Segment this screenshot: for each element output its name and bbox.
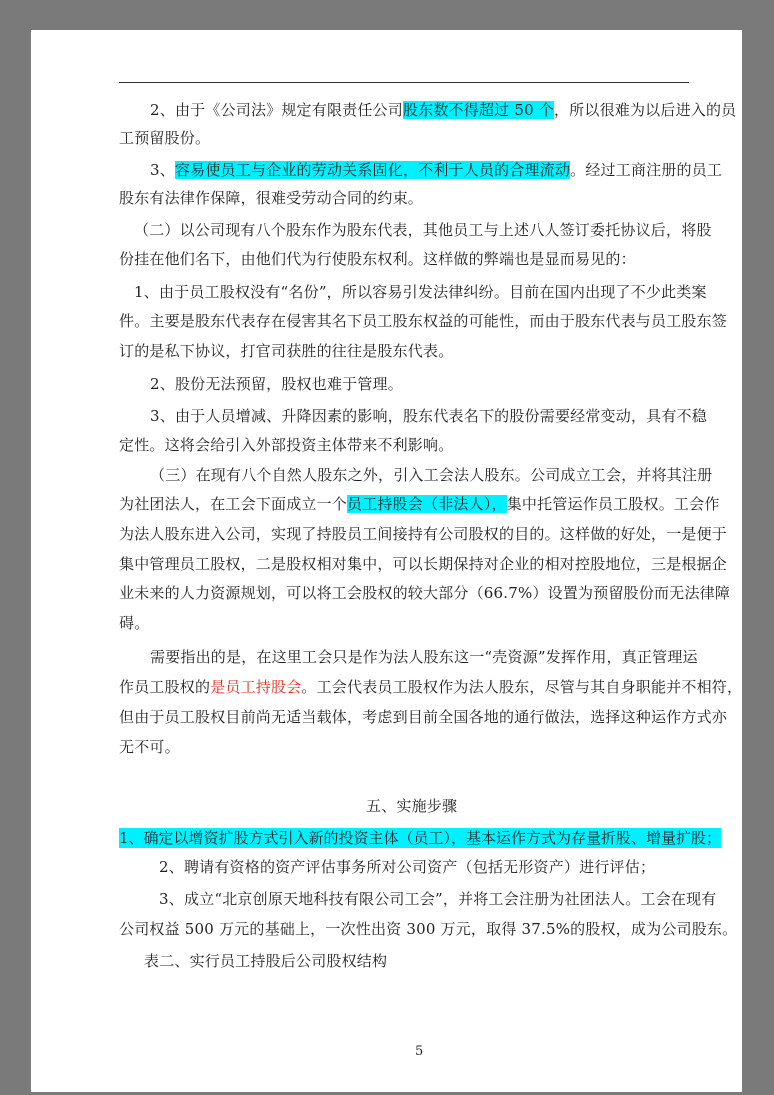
paragraph-line: 集中管理员工股权，二是股权相对集中，可以长期保持对企业的相对控股地位，三是根据企 bbox=[119, 555, 728, 573]
table-caption: 表二、实行员工持股后公司股权结构 bbox=[144, 952, 388, 970]
paragraph-line: 定性。这将会给引入外部投资主体带来不利影响。 bbox=[119, 436, 454, 454]
paragraph-line: 碍。 bbox=[119, 614, 150, 632]
paragraph-line: 工预留股份。 bbox=[119, 129, 211, 147]
paragraph-line: 3、容易使员工与企业的劳动关系固化，不利于人员的合理流动。经过工商注册的员工 bbox=[150, 161, 723, 179]
paragraph-line: 3、成立“北京创原天地科技有限公司工会”，并将工会注册为社团法人。工会在现有 bbox=[159, 890, 717, 908]
document-page bbox=[31, 30, 742, 1092]
paragraph-line: 3、由于人员增减、升降因素的影响，股东代表名下的股份需要经常变动，具有不稳 bbox=[150, 407, 707, 425]
paragraph-line: 订的是私下协议，打官司获胜的往往是股东代表。 bbox=[119, 342, 454, 360]
paragraph-line: （二）以公司现有八个股东作为股东代表，其他员工与上述八人签订委托协议后，将股 bbox=[134, 221, 712, 239]
highlighted-text: 股东数不得超过 50 个 bbox=[402, 101, 554, 119]
paragraph-line: 为社团法人，在工会下面成立一个员工持股会（非法人），集中托管运作员工股权。工会作 bbox=[119, 495, 720, 513]
section-heading: 五、实施步骤 bbox=[366, 797, 458, 815]
paragraph-line: 2、股份无法预留，股权也难于管理。 bbox=[150, 375, 403, 393]
highlighted-text: 员工持股会（非法人）， bbox=[347, 495, 507, 513]
paragraph-line: 作员工股权的是员工持股会。工会代表员工股权作为法人股东，尽管与其自身职能并不相符， bbox=[119, 678, 743, 696]
highlighted-step: 1、确定以增资扩股方式引入新的投资主体（员工），基本运作方式为存量折股、增量扩股； bbox=[119, 829, 722, 847]
red-text: 是员工持股会 bbox=[210, 678, 302, 696]
page-number: 5 bbox=[415, 1044, 424, 1059]
paragraph-line: 无不可。 bbox=[119, 738, 180, 756]
paragraph-line: 但由于员工股权目前尚无适当载体，考虑到目前全国各地的通行做法，选择这种运作方式亦 bbox=[119, 708, 728, 726]
paragraph-line: 份挂在他们名下，由他们代为行使股东权利。这样做的弊端也是显而易见的： bbox=[119, 250, 636, 268]
paragraph-line: 件。主要是股东代表存在侵害其名下员工股东权益的可能性，而由于股东代表与员工股东签 bbox=[119, 312, 728, 330]
highlighted-text: 容易使员工与企业的劳动关系固化，不利于人员的合理流动 bbox=[174, 161, 571, 179]
header-rule bbox=[119, 82, 689, 83]
paragraph-line: 2、由于《公司法》规定有限责任公司股东数不得超过 50 个，所以很难为以后进入的员 bbox=[150, 101, 737, 119]
paragraph-line: 业未来的人力资源规划，可以将工会股权的较大部分（66.7%）设置为预留股份而无法律障 bbox=[119, 584, 731, 602]
paragraph-line: （三）在现有八个自然人股东之外，引入工会法人股东。公司成立工会，并将其注册 bbox=[150, 466, 713, 484]
paragraph-line: 公司权益 500 万元的基础上，一次性出资 300 万元，取得 37.5%的股权，成为公司股东。 bbox=[119, 920, 738, 938]
paragraph-line: 1、由于员工股权没有“名份”，所以容易引发法律纠纷。目前在国内出现了不少此类案 bbox=[134, 283, 707, 301]
paragraph-line: 为法人股东进入公司，实现了持股员工间接持有公司股权的目的。这样做的好处，一是便于 bbox=[119, 525, 728, 543]
paragraph-line: 2、聘请有资格的资产评估事务所对公司资产（包括无形资产）进行评估； bbox=[159, 858, 656, 876]
paragraph-line: 需要指出的是，在这里工会只是作为法人股东这一“壳资源”发挥作用，真正管理运 bbox=[150, 648, 698, 666]
paragraph-line: 股东有法律作保障，很难受劳动合同的约束。 bbox=[119, 189, 424, 207]
